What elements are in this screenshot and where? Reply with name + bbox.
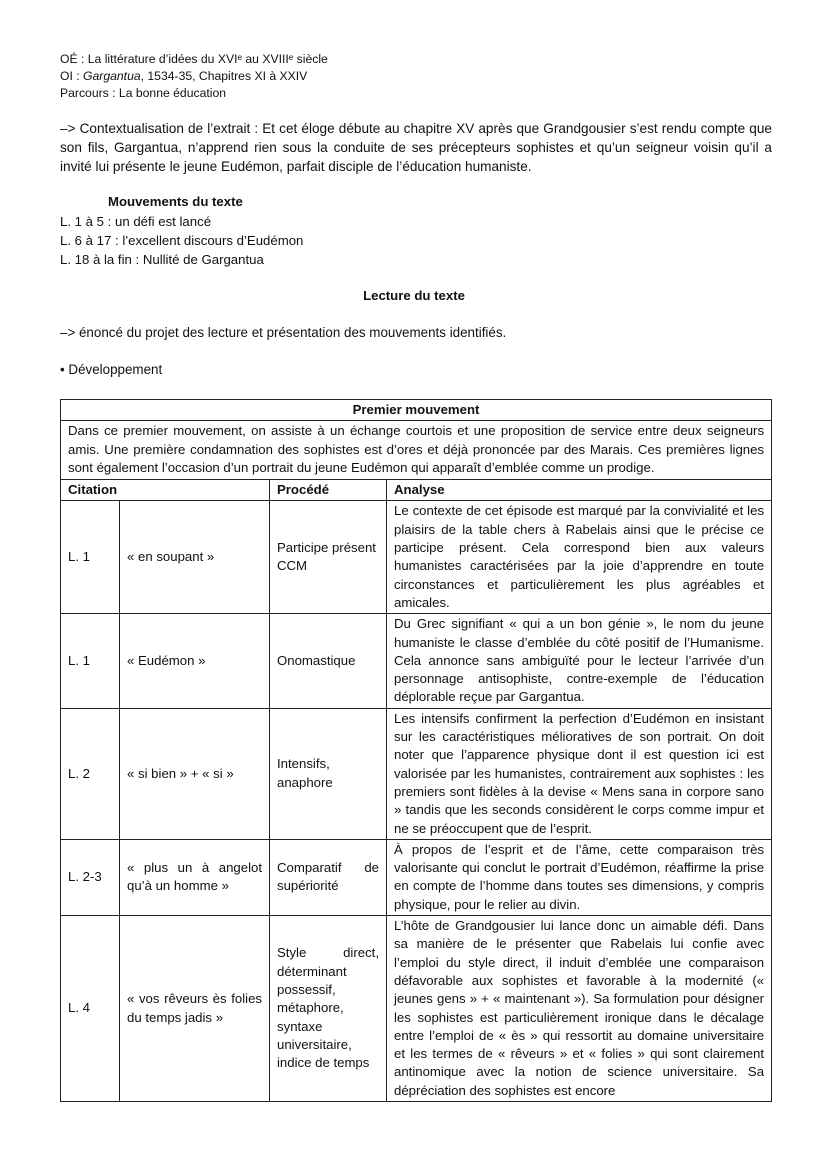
row-line-ref: L. 4	[61, 916, 120, 1102]
lecture-title: Lecture du texte	[363, 288, 465, 303]
project-line: –> énoncé du projet des lecture et présentation des mouvements identifiés.	[60, 325, 507, 340]
row-line-ref: L. 2	[61, 708, 120, 839]
row-procede: Participe présent CCM	[270, 501, 387, 614]
movement-item: L. 1 à 5 : un défi est lancé	[60, 214, 212, 229]
row-procede: Onomastique	[270, 614, 387, 708]
table-row	[61, 916, 772, 1102]
row-analyse: Les intensifs confirment la perfection d’Eudémon en insistant sur les caractéristiques mélioratives de son portrait. On doit noter que l’apparence physique dont il est question ici est valorisée par les humanistes, contrairement aux sophistes : les premiers sont fidèles à la devise « Mens sana in corpore sano » tandis que les seconds considèrent le corps comme impur et ne se préoccupent que de l’esprit.	[387, 708, 772, 839]
movements-list	[60, 212, 303, 269]
movement-item: L. 18 à la fin : Nullité de Gargantua	[60, 252, 264, 267]
row-procede: Comparatif de supériorité	[270, 839, 387, 915]
row-quote: « vos rêveurs ès folies du temps jadis »	[120, 916, 270, 1102]
row-procede: Style direct, déterminant possessif, métaphore, syntaxe universitaire, indice de temps	[270, 916, 387, 1102]
header-oi-line	[60, 68, 328, 85]
row-quote: « Eudémon »	[120, 614, 270, 708]
row-analyse: Du Grec signifiant « qui a un bon génie », le nom du jeune humaniste le classe d’emblée du côté positif de l’Humanisme. Cela annonce sans ambiguïté pour le lecteur l’arrivée d’un personnage antisophiste, contre-exemple de l’éducation déplorable reçue par Gargantua.	[387, 614, 772, 708]
movement-intro: Dans ce premier mouvement, on assiste à un échange courtois et une proposition de service entre deux seigneurs amis. Une première condamnation des sophistes est d’ores et déjà prononcée par des Marais. Ces premières lignes sont également l’occasion d’un portrait du jeune Eudémon qui apparaît d’emblée comme un prodige.	[61, 421, 772, 480]
row-line-ref: L. 1	[61, 501, 120, 614]
row-quote: « plus un à angelot qu’à un homme »	[120, 839, 270, 915]
header-citation: Citation	[61, 480, 270, 501]
row-quote: « si bien » + « si »	[120, 708, 270, 839]
header-procede: Procédé	[270, 480, 387, 501]
movement-title: Premier mouvement	[61, 400, 772, 421]
context-paragraph: –> Contextualisation de l’extrait : Et cet éloge débute au chapitre XV après que Grandgousier s’est rendu compte que son fils, Gargantua, n’apprend rien sous la conduite de ses précepteurs sophistes et qu’un seigneur voisin qu’il a invité lui présente le jeune Eudémon, parfait disciple de l’éducation humaniste.	[60, 121, 772, 174]
table-intro-row	[61, 421, 772, 480]
analysis-table	[60, 399, 772, 1102]
course-header	[60, 51, 328, 102]
row-analyse: Le contexte de cet épisode est marqué par la convivialité et les plaisirs de la table chers à Rabelais ainsi que le précise ce participe présent. Cela correspond bien aux valeurs humanistes caractérisées par la joie d’apprendre en toute circonstances et particulièrement les plus agréables et amicales.	[387, 501, 772, 614]
header-oi-suffix: , 1534-35, Chapitres XI à XXIV	[140, 69, 308, 83]
table-row	[61, 501, 772, 614]
header-oi-prefix: OI :	[60, 69, 84, 83]
header-parcours-line: Parcours : La bonne éducation	[60, 86, 227, 100]
header-analyse: Analyse	[387, 480, 772, 501]
table-row	[61, 614, 772, 708]
table-title-row	[61, 400, 772, 421]
row-analyse: L’hôte de Grandgousier lui lance donc un aimable défi. Dans sa manière de le présenter que Rabelais lui confie avec l’emploi du style direct, il induit d’emblée une comparaison défavorable aux sophistes et favorable à la modernité (« jeunes gens » + « maintenant »). Sa formulation pour désigner les sophistes est particulièrement ironique dans le décalage entre l’emploi de « ès » qui ressortit au domaine universitaire et les termes de « rêveurs » et « folies » qui sont clairement antinomique avec la notion de science universitaire. Sa dépréciation des sophistes est encore	[387, 916, 772, 1102]
table-row	[61, 708, 772, 839]
development-bullet: • Développement	[60, 362, 163, 377]
row-line-ref: L. 1	[61, 614, 120, 708]
table-row	[61, 839, 772, 915]
row-quote: « en soupant »	[120, 501, 270, 614]
header-oe-line: OÉ : La littérature d’idées du XVIᵉ au XVIIIᵉ siècle	[60, 52, 328, 66]
row-line-ref: L. 2-3	[61, 839, 120, 915]
row-analyse: À propos de l’esprit et de l’âme, cette comparaison très valorisante qui conclut le portrait d’Eudémon, réaffirme la prise en compte de l’homme dans toutes ses dimensions, y compris physique, pour le relier au divin.	[387, 839, 772, 915]
movement-item: L. 6 à 17 : l’excellent discours d’Eudémon	[60, 233, 304, 248]
header-oi-title: Gargantua	[83, 69, 141, 83]
row-procede: Intensifs, anaphore	[270, 708, 387, 839]
table-header-row	[61, 480, 772, 501]
movements-title: Mouvements du texte	[108, 194, 243, 209]
